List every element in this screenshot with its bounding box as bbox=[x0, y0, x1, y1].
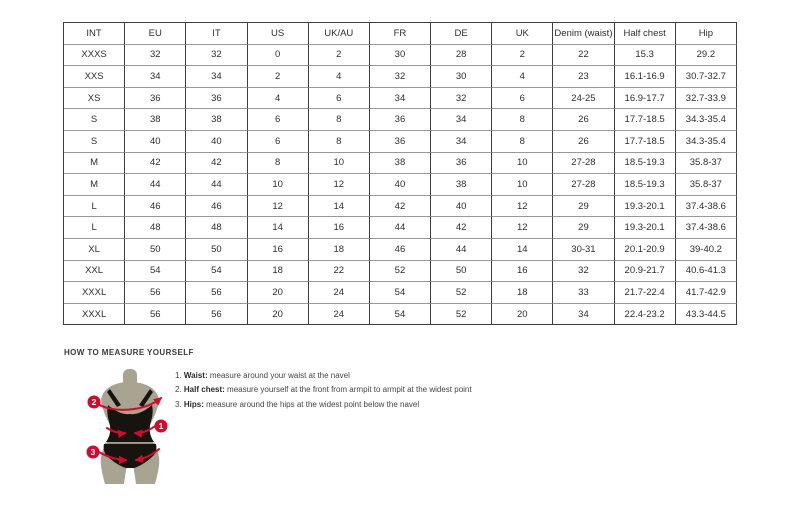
table-cell: 26 bbox=[553, 109, 614, 131]
column-header: UK/AU bbox=[309, 23, 370, 45]
table-cell: 10 bbox=[492, 174, 553, 196]
table-cell: 37.4-38.6 bbox=[676, 196, 737, 218]
table-cell: 43.3-44.5 bbox=[676, 304, 737, 326]
table-cell: 18.5-19.3 bbox=[615, 153, 676, 175]
table-cell: 12 bbox=[248, 196, 309, 218]
table-cell: 56 bbox=[186, 282, 247, 304]
table-cell: 34 bbox=[553, 304, 614, 326]
table-cell: 10 bbox=[309, 153, 370, 175]
table-row bbox=[64, 217, 737, 239]
table-cell: 22.4-23.2 bbox=[615, 304, 676, 326]
table-cell: XXXL bbox=[64, 282, 125, 304]
table-cell: L bbox=[64, 217, 125, 239]
table-cell: 14 bbox=[248, 217, 309, 239]
measure-steps-list bbox=[175, 369, 472, 412]
table-cell: 46 bbox=[186, 196, 247, 218]
step-number: 2. bbox=[175, 385, 184, 395]
table-cell: S bbox=[64, 131, 125, 153]
table-cell: 8 bbox=[248, 153, 309, 175]
step-number: 1. bbox=[175, 371, 184, 380]
table-cell: 40 bbox=[370, 174, 431, 196]
table-cell: 48 bbox=[186, 217, 247, 239]
table-cell: 29.2 bbox=[676, 45, 737, 67]
table-row bbox=[64, 196, 737, 218]
table-cell: 34.3-35.4 bbox=[676, 131, 737, 153]
table-cell: 44 bbox=[431, 239, 492, 261]
table-cell: 17.7-18.5 bbox=[615, 131, 676, 153]
table-cell: 20 bbox=[248, 304, 309, 326]
table-cell: 54 bbox=[370, 304, 431, 326]
table-row bbox=[64, 239, 737, 261]
table-cell: 42 bbox=[370, 196, 431, 218]
table-cell: 44 bbox=[186, 174, 247, 196]
table-cell: 2 bbox=[492, 45, 553, 67]
column-header: EU bbox=[125, 23, 186, 45]
table-cell: 17.7-18.5 bbox=[615, 109, 676, 131]
table-cell: 56 bbox=[125, 304, 186, 326]
table-row bbox=[64, 109, 737, 131]
table-cell: 6 bbox=[492, 88, 553, 110]
table-cell: 16 bbox=[309, 217, 370, 239]
measure-step bbox=[175, 398, 472, 412]
table-cell: 42 bbox=[186, 153, 247, 175]
svg-text:3: 3 bbox=[90, 447, 96, 457]
table-cell: 12 bbox=[309, 174, 370, 196]
table-cell: 6 bbox=[248, 131, 309, 153]
table-cell: 34 bbox=[186, 66, 247, 88]
table-cell: 14 bbox=[492, 239, 553, 261]
table-cell: 29 bbox=[553, 196, 614, 218]
column-header: INT bbox=[64, 23, 125, 45]
table-cell: 40.6-41.3 bbox=[676, 261, 737, 283]
table-cell: 12 bbox=[492, 217, 553, 239]
table-cell: 39-40.2 bbox=[676, 239, 737, 261]
table-cell: 32.7-33.9 bbox=[676, 88, 737, 110]
table-row bbox=[64, 261, 737, 283]
measure-badge-hips bbox=[87, 446, 100, 459]
table-cell: 34 bbox=[370, 88, 431, 110]
column-header: Hip bbox=[676, 23, 737, 45]
size-chart-table bbox=[63, 22, 737, 325]
table-cell: 28 bbox=[431, 45, 492, 67]
step-label: Waist: bbox=[183, 371, 208, 380]
table-cell: 54 bbox=[125, 261, 186, 283]
column-header: Half chest bbox=[615, 23, 676, 45]
table-cell: 24 bbox=[309, 282, 370, 304]
table-cell: 36 bbox=[370, 131, 431, 153]
table-cell: 8 bbox=[492, 109, 553, 131]
table-cell: 54 bbox=[370, 282, 431, 304]
table-cell: 20 bbox=[492, 304, 553, 326]
table-cell: 24 bbox=[309, 304, 370, 326]
table-cell: 8 bbox=[309, 131, 370, 153]
table-cell: 0 bbox=[248, 45, 309, 67]
table-cell: 52 bbox=[431, 304, 492, 326]
table-cell: 52 bbox=[370, 261, 431, 283]
table-cell: 38 bbox=[186, 109, 247, 131]
svg-text:1: 1 bbox=[158, 421, 164, 431]
table-cell: XXXS bbox=[64, 45, 125, 67]
table-cell: 40 bbox=[125, 131, 186, 153]
table-cell: 35.8-37 bbox=[676, 153, 737, 175]
table-cell: 33 bbox=[553, 282, 614, 304]
table-cell: 16 bbox=[248, 239, 309, 261]
step-label: Half chest: bbox=[183, 385, 225, 395]
table-cell: 42 bbox=[125, 153, 186, 175]
table-cell: 18 bbox=[248, 261, 309, 283]
table-cell: M bbox=[64, 153, 125, 175]
table-cell: 36 bbox=[186, 88, 247, 110]
table-cell: 35.8-37 bbox=[676, 174, 737, 196]
step-text: measure around your waist at the navel bbox=[207, 371, 350, 380]
table-cell: 38 bbox=[431, 174, 492, 196]
table-cell: 2 bbox=[248, 66, 309, 88]
table-cell: 32 bbox=[125, 45, 186, 67]
table-cell: 56 bbox=[125, 282, 186, 304]
step-text: measure yourself at the front from armpit to armpit at the widest point bbox=[224, 385, 472, 395]
table-row bbox=[64, 131, 737, 153]
table-cell: 34 bbox=[125, 66, 186, 88]
table-cell: 30 bbox=[431, 66, 492, 88]
table-cell: 42 bbox=[431, 217, 492, 239]
table-cell: 10 bbox=[492, 153, 553, 175]
table-cell: 34 bbox=[431, 109, 492, 131]
table-cell: 50 bbox=[125, 239, 186, 261]
table-cell: 34.3-35.4 bbox=[676, 109, 737, 131]
column-header: IT bbox=[186, 23, 247, 45]
table-cell: 18.5-19.3 bbox=[615, 174, 676, 196]
column-header: US bbox=[248, 23, 309, 45]
table-cell: 8 bbox=[492, 131, 553, 153]
table-cell: 37.4-38.6 bbox=[676, 217, 737, 239]
table-cell: L bbox=[64, 196, 125, 218]
table-cell: 16 bbox=[492, 261, 553, 283]
table-row bbox=[64, 304, 737, 326]
table-cell: 4 bbox=[248, 88, 309, 110]
table-cell: 26 bbox=[553, 131, 614, 153]
table-cell: 32 bbox=[431, 88, 492, 110]
column-header: FR bbox=[370, 23, 431, 45]
table-cell: 40 bbox=[431, 196, 492, 218]
table-row bbox=[64, 153, 737, 175]
table-cell: 16.1-16.9 bbox=[615, 66, 676, 88]
table-cell: 38 bbox=[370, 153, 431, 175]
table-cell: 4 bbox=[309, 66, 370, 88]
table-cell: 20.9-21.7 bbox=[615, 261, 676, 283]
table-row bbox=[64, 45, 737, 67]
table-cell: 14 bbox=[309, 196, 370, 218]
table-cell: 50 bbox=[186, 239, 247, 261]
table-cell: 24-25 bbox=[553, 88, 614, 110]
table-cell: 41.7-42.9 bbox=[676, 282, 737, 304]
table-cell: 40 bbox=[186, 131, 247, 153]
table-cell: 50 bbox=[431, 261, 492, 283]
table-cell: 10 bbox=[248, 174, 309, 196]
step-number: 3. bbox=[175, 399, 184, 409]
step-label: Hips: bbox=[183, 399, 204, 409]
table-cell: 18 bbox=[492, 282, 553, 304]
column-header: Denim (waist) bbox=[553, 23, 614, 45]
table-cell: 32 bbox=[186, 45, 247, 67]
table-cell: 46 bbox=[125, 196, 186, 218]
table-cell: 32 bbox=[370, 66, 431, 88]
table-cell: 36 bbox=[370, 109, 431, 131]
table-cell: 18 bbox=[309, 239, 370, 261]
table-cell: 30.7-32.7 bbox=[676, 66, 737, 88]
table-cell: 21.7-22.4 bbox=[615, 282, 676, 304]
measurement-figure-illustration bbox=[84, 368, 174, 490]
table-cell: 8 bbox=[309, 109, 370, 131]
table-cell: 38 bbox=[125, 109, 186, 131]
table-cell: 22 bbox=[553, 45, 614, 67]
table-cell: 30-31 bbox=[553, 239, 614, 261]
table-cell: 46 bbox=[370, 239, 431, 261]
table-cell: 44 bbox=[370, 217, 431, 239]
table-cell: 23 bbox=[553, 66, 614, 88]
step-text: measure around the hips at the widest point below the navel bbox=[203, 399, 420, 409]
table-cell: 20 bbox=[248, 282, 309, 304]
table-row bbox=[64, 282, 737, 304]
table-cell: 34 bbox=[431, 131, 492, 153]
table-cell: XS bbox=[64, 88, 125, 110]
table-cell: 48 bbox=[125, 217, 186, 239]
column-header: UK bbox=[492, 23, 553, 45]
table-cell: 36 bbox=[431, 153, 492, 175]
table-cell: 27-28 bbox=[553, 174, 614, 196]
svg-text:2: 2 bbox=[91, 397, 97, 407]
table-cell: XXL bbox=[64, 261, 125, 283]
table-cell: 19.3-20.1 bbox=[615, 217, 676, 239]
table-cell: 6 bbox=[309, 88, 370, 110]
table-cell: 44 bbox=[125, 174, 186, 196]
how-to-measure-title: HOW TO MEASURE YOURSELF bbox=[64, 348, 194, 357]
measure-badge-waist bbox=[155, 420, 168, 433]
table-cell: 20.1-20.9 bbox=[615, 239, 676, 261]
table-row bbox=[64, 174, 737, 196]
table-cell: XXXL bbox=[64, 304, 125, 326]
table-cell: 19.3-20.1 bbox=[615, 196, 676, 218]
table-cell: S bbox=[64, 109, 125, 131]
measure-badge-chest bbox=[88, 396, 101, 409]
table-cell: 22 bbox=[309, 261, 370, 283]
table-cell: 27-28 bbox=[553, 153, 614, 175]
table-cell: 32 bbox=[553, 261, 614, 283]
table-cell: 12 bbox=[492, 196, 553, 218]
table-row bbox=[64, 88, 737, 110]
table-cell: 4 bbox=[492, 66, 553, 88]
table-cell: 56 bbox=[186, 304, 247, 326]
measure-step bbox=[175, 369, 472, 383]
table-cell: 6 bbox=[248, 109, 309, 131]
table-cell: XXS bbox=[64, 66, 125, 88]
table-cell: 29 bbox=[553, 217, 614, 239]
table-cell: M bbox=[64, 174, 125, 196]
table-cell: 2 bbox=[309, 45, 370, 67]
table-cell: 36 bbox=[125, 88, 186, 110]
table-cell: 16.9-17.7 bbox=[615, 88, 676, 110]
table-row bbox=[64, 66, 737, 88]
table-cell: 15.3 bbox=[615, 45, 676, 67]
table-cell: 30 bbox=[370, 45, 431, 67]
table-cell: XL bbox=[64, 239, 125, 261]
column-header: DE bbox=[431, 23, 492, 45]
header-row bbox=[64, 23, 737, 45]
table-cell: 54 bbox=[186, 261, 247, 283]
measure-step bbox=[175, 383, 472, 397]
table-cell: 52 bbox=[431, 282, 492, 304]
